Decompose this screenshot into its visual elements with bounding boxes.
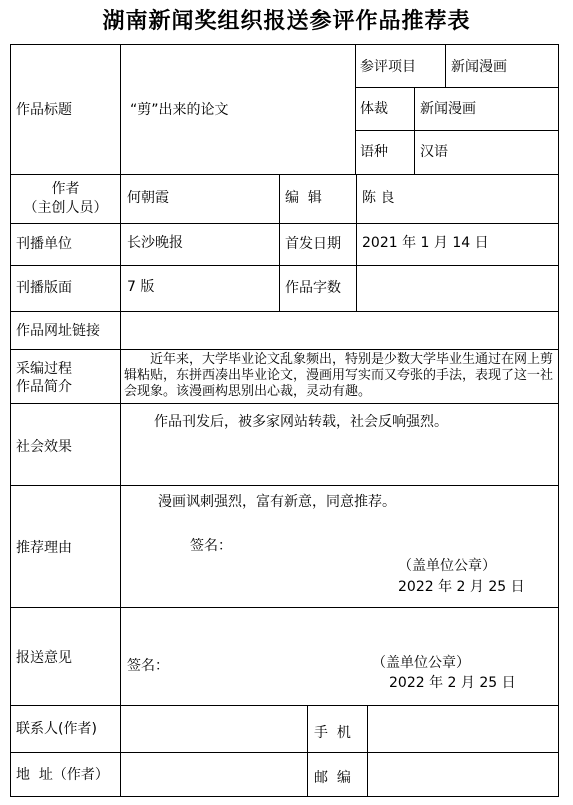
label-language: 语种 [360, 144, 388, 160]
label-first-date: 首发日期 [285, 236, 341, 252]
label-author: 作者 [51, 181, 80, 197]
reason-seal: （盖单位公章） [398, 558, 496, 574]
label-layout: 刊播版面 [16, 280, 72, 296]
intro-text: 近年来，大学毕业论文乱象频出，特别是少数大学毕业生通过在网上剪辑粘贴，东拼西凑出毕业论文，漫画用写实而又夸张的手法，表现了这一社会现象。该漫画构思别出心裁，灵动有趣。 [124, 352, 554, 399]
genre-value: 新闻漫画 [420, 101, 476, 117]
form-title: 湖南新闻奖组织报送参评作品推荐表 [102, 8, 471, 34]
label-address: 地 址（作者） [16, 767, 109, 783]
first-date-value: 2021 年 1 月 14 日 [362, 235, 489, 251]
layout-value: 7 版 [127, 279, 155, 295]
label-reason: 推荐理由 [16, 540, 72, 556]
label-process: 采编过程 [16, 361, 72, 377]
label-word-count: 作品字数 [285, 280, 341, 296]
author-value: 何朝霞 [127, 190, 169, 206]
work-title-value: “剪”出来的论文 [130, 102, 229, 118]
submission-seal: （盖单位公章） [372, 655, 470, 671]
submission-date: 2022 年 2 月 25 日 [389, 675, 516, 691]
submission-signature: 签名： [127, 658, 169, 674]
reason-signature: 签名： [190, 538, 232, 554]
label-postcode: 邮 编 [314, 770, 351, 786]
label-work-title: 作品标题 [16, 102, 72, 118]
label-contact: 联系人(作者) [16, 721, 97, 737]
label-genre: 体裁 [360, 101, 388, 117]
label-author-sub: （主创人员） [23, 200, 108, 216]
label-editor: 编 辑 [285, 190, 322, 206]
editor-value: 陈 良 [362, 190, 395, 206]
social-effect-text: 作品刊发后，被多家网站转载，社会反响强烈。 [154, 414, 448, 430]
label-submission: 报送意见 [16, 650, 72, 666]
label-phone: 手 机 [314, 725, 351, 741]
label-publisher: 刊播单位 [16, 236, 72, 252]
label-entry-category: 参评项目 [360, 59, 416, 75]
language-value: 汉语 [420, 144, 448, 160]
label-social-effect: 社会效果 [16, 439, 72, 455]
label-intro: 作品简介 [16, 379, 72, 395]
reason-date: 2022 年 2 月 25 日 [398, 579, 525, 595]
reason-text: 漫画讽刺强烈，富有新意，同意推荐。 [158, 494, 396, 510]
publisher-value: 长沙晚报 [127, 235, 183, 251]
entry-category-value: 新闻漫画 [451, 59, 507, 75]
label-url: 作品网址链接 [16, 323, 100, 339]
